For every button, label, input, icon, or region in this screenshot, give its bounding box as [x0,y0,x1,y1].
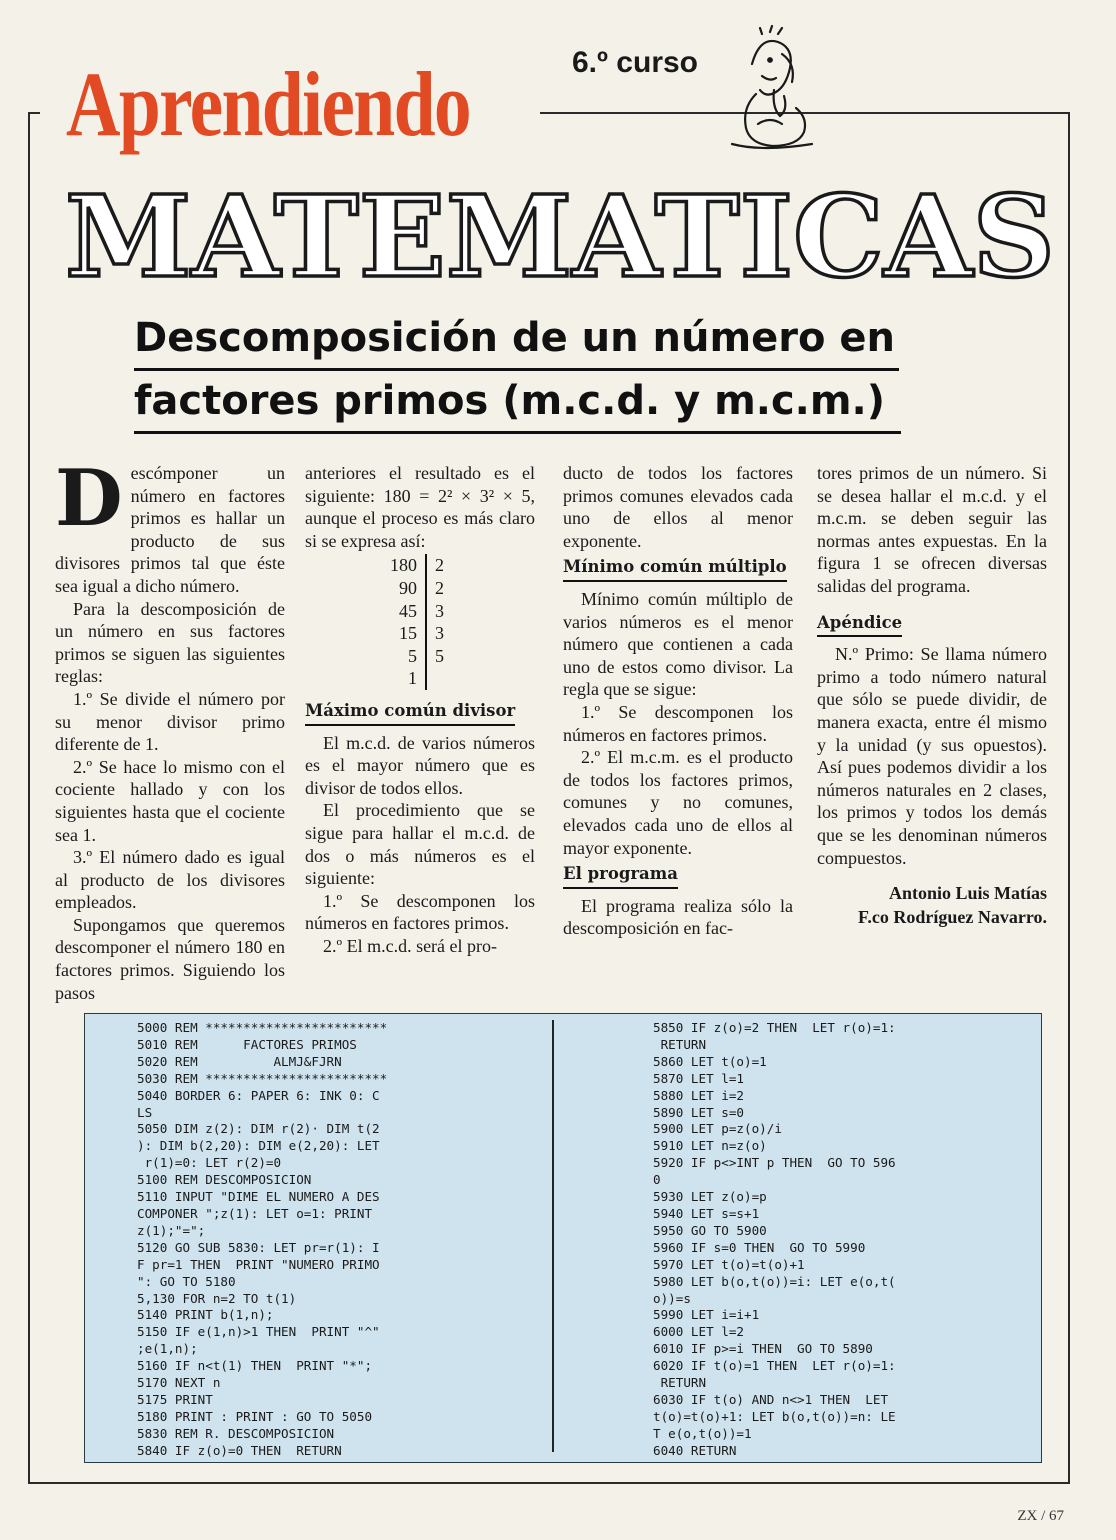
paragraph: Para la descomposición de un número en sus factores primos se siguen las siguientes reglas: [55,598,285,687]
author-name: Antonio Luis Matías [888,883,1047,904]
paragraph: anteriores el resultado es el siguiente: 180 = 2² × 3² × 5, aunque el proceso es más claro si se expresa así: [305,463,535,551]
section-title: Aprendiendo [66,53,470,155]
paragraph: ducto de todos los factores primos comunes elevados cada uno de ellos al menor exponente. [563,463,793,551]
column-2 [305,462,535,957]
paragraph: 1.º Se descomponen los números en factores primos. [305,890,535,934]
paragraph: 1.º Se descomponen los números en factores primos. [563,701,793,745]
heading-programa: El programa [563,863,678,889]
page-number: ZX / 67 [1017,1508,1064,1524]
paragraph: 2.º El m.c.d. será el pro- [323,935,498,956]
column-3 [563,462,793,940]
drop-cap: D [55,453,123,544]
paragraph: N.º Primo: Se llama número primo a todo número natural que sólo se puede dividir, de manera exacta, entre él mismo y la unidad (y sus opuestos). Así pues podemos dividir a los números naturales en 2 clases, los primos y todos los demás que se les denominan números compuestos. [817,644,1047,868]
author-signature [817,881,1047,929]
paragraph: 2.º El m.c.m. es el producto de todos los factores primos, comunes y no comunes, elevados cada uno de ellos al mayor exponente. [563,747,793,858]
paragraph: El m.c.d. de varios números es el mayor número que es divisor de todos ellos. [305,732,535,798]
article-headline [134,308,1034,434]
paragraph: 1.º Se divide el número por su menor divisor primo diferente de 1. [55,688,285,755]
thinker-mascot-icon [712,24,832,156]
paragraph: El procedimiento que se sigue para hallar el m.c.d. de dos o más números es el siguiente: [305,800,535,889]
paragraph: 3.º El número dado es igual al producto de los divisores empleados. [55,847,285,913]
headline-line-1: Descomposición de un número en [134,308,899,371]
code-divider [552,1020,554,1452]
headline-line-2: factores primos (m.c.d. y m.c.m.) [134,371,901,434]
table-row: 180 2 [365,554,463,577]
table-row: 1 [365,667,463,690]
code-listing-right: 5850 IF z(o)=2 THEN LET r(o)=1: RETURN 5860 LET t(o)=1 5870 LET l=1 5880 LET i=2 5890 LET s=0 5900 LET p=z(o)/i 5910 LET n=z(o) 5920 IF p<>INT p THEN GO TO 596 0 5930 LET z(o)=p 5940 LET s=s+1 5950 GO TO 5900 5960 IF s=0 THEN GO TO 5990 5970 LET t(o)=t(o)+1 5980 LET b(o,t(o))=i: LET e(o,t( o))=s 5990 LET i=i+1 6000 LET l=2 6010 IF p>=i THEN GO TO 5890 6020 IF t(o)=1 THEN LET r(o)=1: RETURN 6030 IF t(o) AND n<>1 THEN LET t(o)=t(o)+1: LET b(o,t(o))=n: LE T e(o,t(o))=1 6040 RETURN [653,1020,896,1458]
table-row: 90 2 [365,577,463,600]
course-label: 6.º curso [572,46,699,79]
table-row: 45 3 [365,600,463,623]
table-row: 15 3 [365,622,463,645]
program-listing [84,1013,1042,1463]
subject-title-text: MATEMATICAS [65,174,1055,294]
article-body [55,453,1051,1003]
heading-mcd: Máximo común divisor [305,700,515,726]
heading-apendice: Apéndice [817,612,902,638]
code-listing-left: 5000 REM ************************ 5010 REM FACTORES PRIMOS 5020 REM ALMJ&FJRN 5030 REM ************************ 5040 BORDER 6: PAPER 6: INK 0: C LS 5050 DIM z(2): DIM r(2)· DIM t(2 ): DIM b(2,20): DIM e(2,20): LET r(1)=0: LET r(2)=0 5100 REM DESCOMPOSICION 5110 INPUT "DIME EL NUMERO A DES COMPONER ";z(1): LET o=1: PRINT z(1);"="; 5120 GO SUB 5830: LET pr=r(1): I F pr=1 THEN PRINT "NUMERO PRIMO ": GO TO 5180 5,130 FOR n=2 TO t(1) 5140 PRINT b(1,n); 5150 IF e(1,n)>1 THEN PRINT "^" ;e(1,n); 5160 IF n<t(1) THEN PRINT "*"; 5170 NEXT n 5175 PRINT 5180 PRINT : PRINT : GO TO 5050 5830 REM R. DESCOMPOSICION 5840 IF z(o)=0 THEN RETURN [137,1020,388,1458]
table-row: 5 5 [365,645,463,668]
author-name: F.co Rodríguez Navarro. [858,907,1047,928]
subject-title [50,174,1070,294]
heading-mcm: Mínimo común múltiplo [563,556,787,582]
column-1 [55,453,285,1004]
paragraph: escómponer un número en factores primos es hallar un producto de sus divisores primos tal que éste sea igual a dicho número. [55,463,285,596]
factorization-table [365,554,463,690]
paragraph: El programa realiza sólo la descomposición en fac- [563,895,793,939]
paragraph: 2.º Se hace lo mismo con el cociente hallado y con los siguientes hasta que el cociente sea 1. [55,756,285,845]
paragraph: Supongamos que queremos descomponer el número 180 en factores primos. Siguiendo los pasos [55,914,285,1003]
column-4 [817,462,1047,929]
paragraph: Mínimo común múltiplo de varios números es el menor número que contienen a cada uno de estos como divisor. La regla que se sigue: [563,588,793,700]
paragraph: tores primos de un número. Si se desea hallar el m.c.d. y el m.c.m. se deben seguir las normas antes expuestas. En la figura 1 se ofrecen diversas salidas del programa. [817,463,1047,596]
